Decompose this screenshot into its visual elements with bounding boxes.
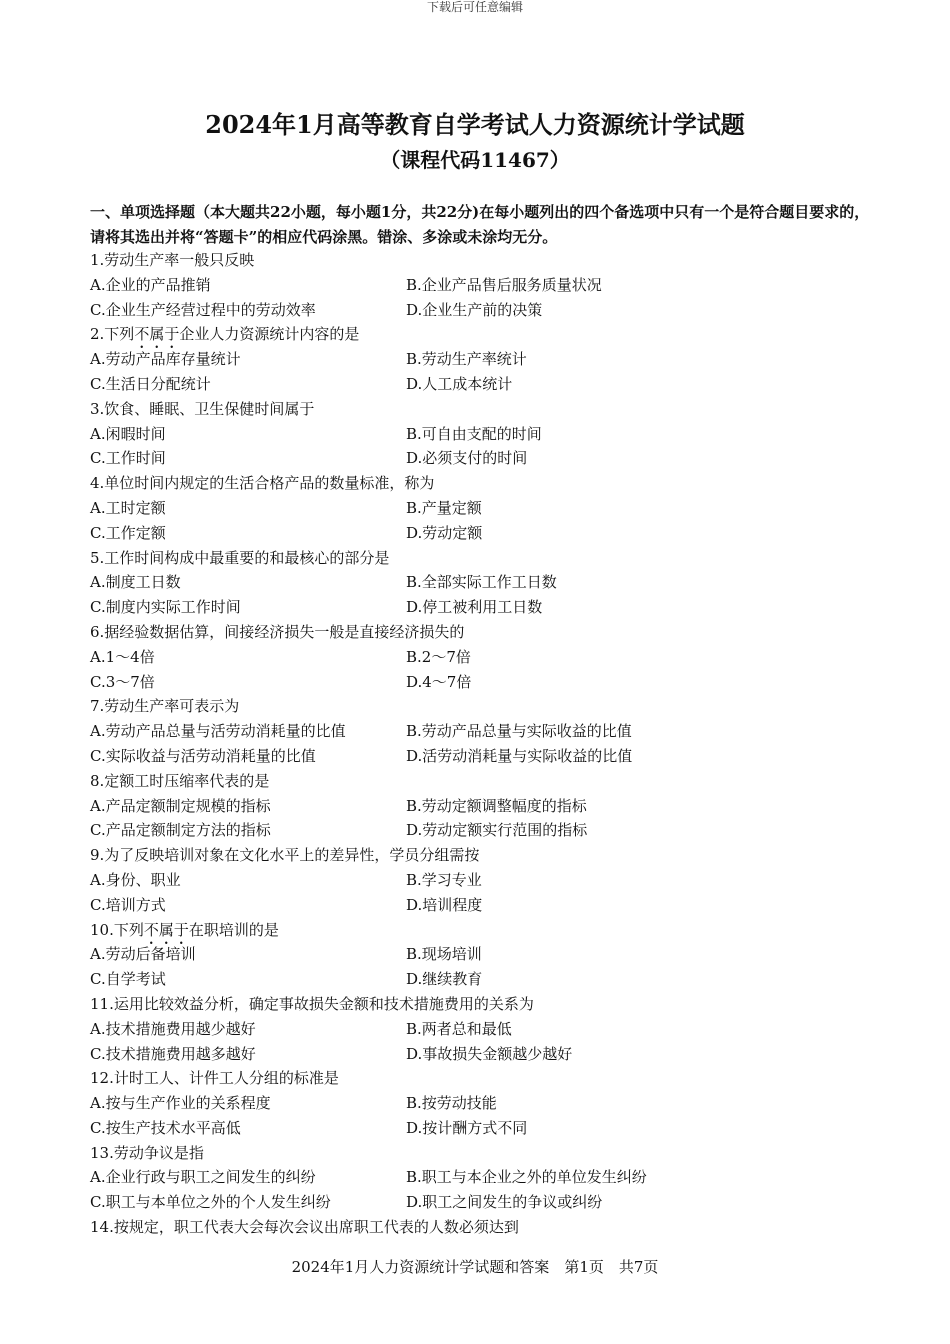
course-code: （课程代码11467） bbox=[380, 148, 570, 172]
option-a: A.劳动产品总量与活劳动消耗量的比值 bbox=[90, 722, 346, 741]
option-c: C.自学考试 bbox=[90, 970, 166, 989]
option-c: C.技术措施费用越多越好 bbox=[90, 1044, 256, 1063]
option-a: A.企业的产品推销 bbox=[90, 275, 211, 294]
option-c: C.产品定额制定方法的指标 bbox=[90, 821, 271, 840]
question-stem: 1.劳动生产率一般只反映 bbox=[90, 251, 255, 269]
option-b: B.全部实际工作工日数 bbox=[406, 573, 557, 592]
question-list bbox=[90, 248, 870, 1240]
option-a: A.劳动后备培训 bbox=[90, 945, 196, 964]
question-stem: 11.运用比较效益分析，确定事故损失金额和技术措施费用的关系为 bbox=[90, 994, 534, 1013]
option-a: A.按与生产作业的关系程度 bbox=[90, 1094, 271, 1113]
stem-suffix: 在职培训的是 bbox=[188, 920, 279, 939]
question bbox=[90, 843, 870, 917]
option-a: A.技术措施费用越少越好 bbox=[90, 1019, 256, 1038]
option-d: D.企业生产前的决策 bbox=[406, 300, 543, 319]
option-d: D.培训程度 bbox=[406, 895, 483, 914]
question bbox=[90, 918, 870, 992]
question bbox=[90, 397, 870, 471]
question-stem: 3.饮食、睡眠、卫生保健时间属于 bbox=[90, 399, 315, 418]
option-b: B.产量定额 bbox=[406, 498, 482, 517]
question-stem: 13.劳动争议是指 bbox=[90, 1143, 204, 1162]
question-stem bbox=[90, 918, 870, 943]
option-a: A.劳动产品库存量统计 bbox=[90, 350, 241, 369]
option-a: A.1～4倍 bbox=[90, 647, 155, 666]
header-note: 下载后可任意编辑 bbox=[426, 0, 523, 14]
option-a: A.身份、职业 bbox=[90, 870, 181, 889]
option-c: C.按生产技术水平高低 bbox=[90, 1118, 241, 1137]
option-c: C.制度内实际工作时间 bbox=[90, 598, 241, 617]
option-d: D.事故损失金额越少越好 bbox=[406, 1044, 573, 1063]
option-c: C.培训方式 bbox=[90, 895, 166, 914]
section-instruction: 一、单项选择题（本大题共22小题，每小题1分，共22分)在每小题列出的四个备选项中只有一个是符合题目要求的，请将其选出并将“答题卡”的相应代码涂黑。错涂、多涂或未涂均无分。 bbox=[90, 203, 870, 246]
option-c: C.生活日分配统计 bbox=[90, 374, 211, 393]
question-stem: 4.单位时间内规定的生活合格产品的数量标准，称为 bbox=[90, 474, 435, 493]
question bbox=[90, 620, 870, 694]
option-b: B.两者总和最低 bbox=[406, 1019, 512, 1038]
question-stem: 14.按规定，职工代表大会每次会议出席职工代表的人数必须达到 bbox=[90, 1218, 519, 1237]
page-title: 2024年1月高等教育自学考试人力资源统计学试题 bbox=[205, 110, 745, 139]
option-b: B.企业产品售后服务质量状况 bbox=[406, 275, 602, 294]
stem-emphasis: 不属于 bbox=[143, 920, 189, 939]
option-c: C.工作时间 bbox=[90, 449, 166, 468]
question-stem: 12.计时工人、计件工人分组的标准是 bbox=[90, 1069, 339, 1088]
option-d: D.活劳动消耗量与实际收益的比值 bbox=[406, 746, 633, 765]
option-b: B.可自由支配的时间 bbox=[406, 424, 542, 443]
option-c: C.3～7倍 bbox=[90, 672, 155, 691]
question-stem bbox=[90, 322, 870, 347]
option-b: B.劳动生产率统计 bbox=[406, 350, 527, 369]
stem-emphasis: 不属于 bbox=[134, 325, 180, 344]
question bbox=[90, 694, 870, 768]
option-a: A.闲暇时间 bbox=[90, 424, 166, 443]
option-c: C.企业生产经营过程中的劳动效率 bbox=[90, 300, 316, 319]
option-a: A.工时定额 bbox=[90, 498, 166, 517]
question-stem: 5.工作时间构成中最重要的和最核心的部分是 bbox=[90, 548, 390, 567]
option-b: B.按劳动技能 bbox=[406, 1094, 497, 1113]
option-b: B.劳动产品总量与实际收益的比值 bbox=[406, 722, 632, 741]
question bbox=[90, 1141, 870, 1215]
question bbox=[90, 1066, 870, 1140]
option-d: D.劳动定额实行范围的指标 bbox=[406, 821, 588, 840]
question bbox=[90, 546, 870, 620]
option-c: C.职工与本单位之外的个人发生纠纷 bbox=[90, 1193, 331, 1212]
option-b: B.职工与本企业之外的单位发生纠纷 bbox=[406, 1168, 647, 1187]
stem-suffix: 企业人力资源统计内容的是 bbox=[179, 325, 360, 344]
option-d: D.劳动定额 bbox=[406, 523, 483, 542]
option-b: B.现场培训 bbox=[406, 945, 482, 964]
question bbox=[90, 248, 870, 322]
option-b: B.劳动定额调整幅度的指标 bbox=[406, 796, 587, 815]
option-d: D.停工被利用工日数 bbox=[406, 598, 543, 617]
option-d: D.按计酬方式不同 bbox=[406, 1118, 528, 1137]
stem-prefix: 2.下列 bbox=[90, 325, 135, 344]
option-a: A.企业行政与职工之间发生的纠纷 bbox=[90, 1168, 316, 1187]
option-b: B.2～7倍 bbox=[406, 647, 471, 666]
option-a: A.制度工日数 bbox=[90, 573, 181, 592]
question bbox=[90, 1215, 870, 1240]
stem-prefix: 10.下列 bbox=[90, 920, 144, 939]
page-footer: 2024年1月人力资源统计学试题和答案 第1页 共7页 bbox=[291, 1258, 659, 1276]
option-c: C.工作定额 bbox=[90, 523, 166, 542]
question bbox=[90, 992, 870, 1066]
option-d: D.4～7倍 bbox=[406, 672, 472, 691]
option-d: D.职工之间发生的争议或纠纷 bbox=[406, 1193, 603, 1212]
question-stem: 7.劳动生产率可表示为 bbox=[90, 697, 240, 716]
option-b: B.学习专业 bbox=[406, 870, 482, 889]
option-d: D.必须支付的时间 bbox=[406, 449, 528, 468]
option-c: C.实际收益与活劳动消耗量的比值 bbox=[90, 746, 316, 765]
question bbox=[90, 769, 870, 843]
question bbox=[90, 471, 870, 545]
question-stem: 8.定额工时压缩率代表的是 bbox=[90, 771, 270, 790]
option-d: D.人工成本统计 bbox=[406, 374, 513, 393]
question bbox=[90, 322, 870, 396]
question-stem: 6.据经验数据估算，间接经济损失一般是直接经济损失的 bbox=[90, 622, 465, 641]
option-d: D.继续教育 bbox=[406, 970, 483, 989]
option-a: A.产品定额制定规模的指标 bbox=[90, 796, 271, 815]
question-stem: 9.为了反映培训对象在文化水平上的差异性，学员分组需按 bbox=[90, 846, 480, 865]
